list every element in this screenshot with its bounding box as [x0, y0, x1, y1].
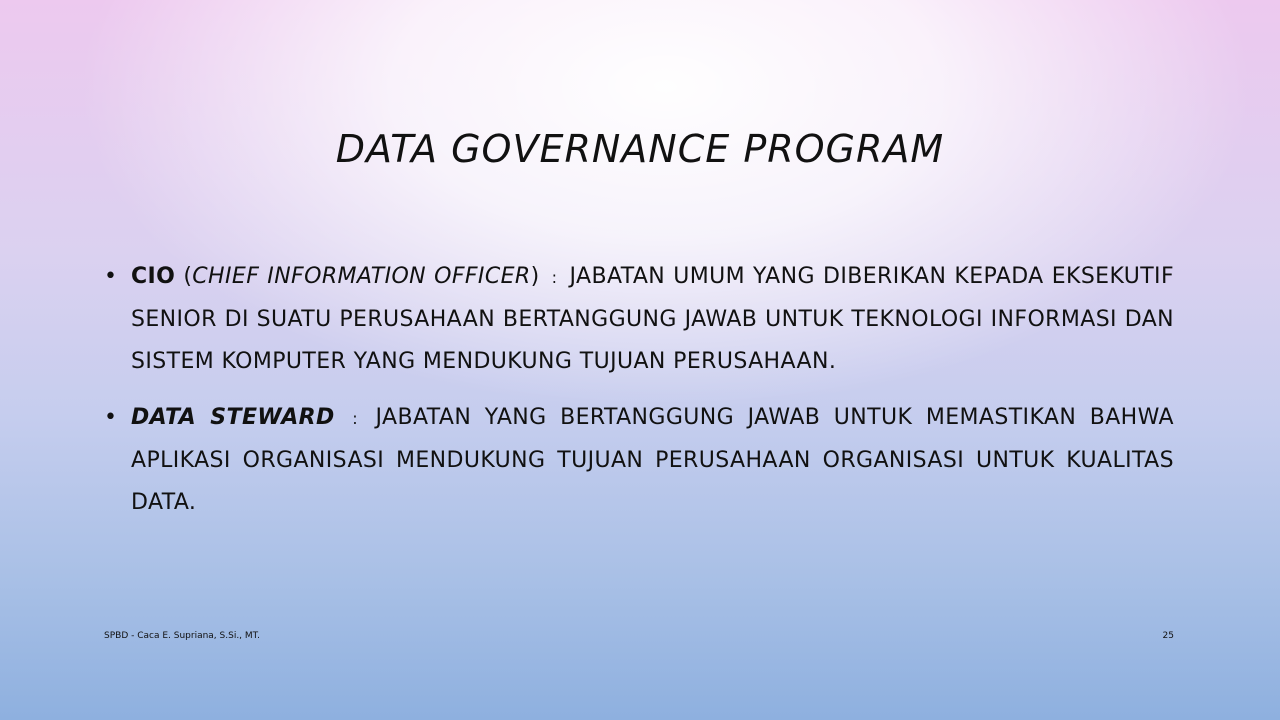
bullet-item-data-steward — [104, 397, 1174, 524]
page-number: 25 — [1162, 631, 1174, 641]
bullet-icon: • — [104, 405, 118, 430]
close-paren: ) — [530, 264, 540, 289]
bullet-icon: • — [104, 264, 118, 289]
definition-text: JABATAN YANG BERTANGGUNG JAWAB UNTUK MEMASTIKAN BAHWA APLIKASI ORGANISASI MENDUKUNG TUJUAN PERUSAHAAN ORGANISASI UNTUK KUALITAS DATA. — [131, 405, 1174, 515]
separator: : — [551, 268, 558, 287]
separator: : — [352, 409, 359, 428]
term-expansion: CHIEF INFORMATION OFFICER — [192, 264, 531, 289]
bullet-item-cio — [104, 256, 1174, 383]
open-paren: ( — [183, 264, 193, 289]
term-data-steward: DATA STEWARD — [131, 405, 335, 430]
bullet-list — [104, 256, 1174, 524]
slide-title: DATA GOVERNANCE PROGRAM — [335, 127, 945, 171]
footer-author: SPBD - Caca E. Supriana, S.Si., MT. — [104, 631, 260, 641]
definition-text: JABATAN UMUM YANG DIBERIKAN KEPADA EKSEKUTIF SENIOR DI SUATU PERUSAHAAN BERTANGGUNG JAWAB UNTUK TEKNOLOGI INFORMASI DAN SISTEM KOMPUTER YANG MENDUKUNG TUJUAN PERUSAHAAN. — [131, 264, 1175, 374]
term-cio: CIO — [131, 264, 176, 289]
